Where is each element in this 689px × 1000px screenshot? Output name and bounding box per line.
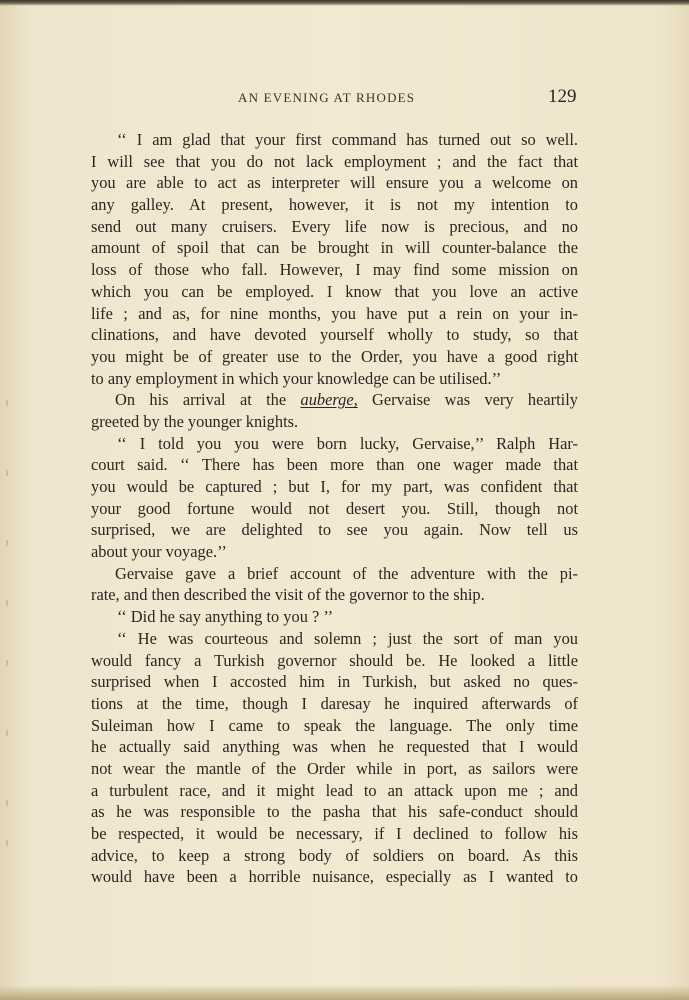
text-line: court said. ‘‘ There has been more than one wager made that	[91, 455, 578, 475]
text-line: would have been a horrible nuisance, especially as I wanted to	[91, 867, 578, 887]
text-line: clinations, and have devoted yourself wholly to study, so that	[91, 325, 578, 345]
italic-word: auberge,	[300, 390, 358, 410]
text-line: he actually said anything was when he requested that I would	[91, 737, 578, 757]
top-edge-shadow	[0, 0, 689, 6]
text-line: ‘‘ I told you you were born lucky, Gervaise,’’ Ralph Har-	[117, 433, 578, 453]
text-line: greeted by the younger knights.	[91, 411, 299, 431]
margin-speck	[6, 540, 8, 546]
text-line: you are able to act as interpreter will ensure you a welcome on	[91, 173, 578, 193]
text-line	[91, 389, 578, 411]
text-fragment: On his arrival at the	[115, 390, 301, 410]
text-line: amount of spoil that can be brought in will counter-balance the	[91, 238, 578, 258]
text-line: not wear the mantle of the Order while in port, as sailors were	[91, 758, 578, 778]
text-line: Suleiman how I came to speak the language. The only time	[91, 715, 578, 735]
text-line: a turbulent race, and it might lead to an attack upon me ; and	[91, 780, 578, 800]
text-line: which you can be employed. I know that you love an active	[91, 281, 578, 301]
text-line: send out many cruisers. Every life now is precious, and no	[91, 216, 578, 236]
margin-speck	[6, 800, 8, 806]
text-line: ‘‘ He was courteous and solemn ; just the sort of man you	[117, 628, 578, 648]
text-line: loss of those who fall. However, I may find some mission on	[91, 260, 578, 280]
text-line: you might be of greater use to the Order, you have a good right	[91, 346, 578, 366]
margin-speck	[6, 730, 8, 736]
text-line: ‘‘ I am glad that your first command has turned out so well.	[117, 130, 578, 149]
text-line: advice, to keep a strong body of soldiers on board. As this	[91, 845, 578, 865]
body-text	[91, 129, 578, 888]
margin-speck	[6, 470, 8, 476]
text-fragment: Gervaise was very heartily	[357, 390, 578, 410]
margin-speck	[6, 840, 8, 846]
text-line: any galley. At present, however, it is not my intention to	[91, 195, 578, 215]
text-line: tions at the time, though I daresay he inquired afterwards of	[91, 693, 578, 713]
text-line: your good fortune would not desert you. Still, though not	[91, 498, 578, 518]
page-number: 129	[548, 86, 577, 107]
text-line: life ; and as, for nine months, you have put a rein on your in-	[91, 303, 578, 323]
text-line: as he was responsible to the pasha that his safe-conduct should	[91, 802, 578, 822]
text-line: be respected, it would be necessary, if I declined to follow his	[91, 824, 578, 843]
text-line: Gervaise gave a brief account of the adventure with the pi-	[115, 563, 578, 583]
text-line: ‘‘ Did he say anything to you ? ’’	[117, 607, 334, 627]
margin-speck	[6, 660, 8, 666]
text-line: you would be captured ; but I, for my part, was confident that	[91, 477, 578, 496]
text-line: would fancy a Turkish governor should be. He looked a little	[91, 650, 578, 670]
text-line: to any employment in which your knowledge can be utilised.’’	[91, 368, 502, 388]
text-line: I will see that you do not lack employment ; and the fact that	[91, 151, 578, 171]
margin-speck	[6, 400, 8, 406]
text-line: about your voyage.’’	[91, 542, 227, 562]
text-line: surprised, we are delighted to see you again. Now tell us	[91, 520, 578, 540]
margin-speck	[6, 600, 8, 606]
running-head: AN EVENING AT RHODES	[238, 90, 416, 105]
text-line: surprised when I accosted him in Turkish, but asked no ques-	[91, 672, 578, 692]
text-line: rate, and then described the visit of the governor to the ship.	[91, 585, 485, 605]
bottom-edge-shadow	[0, 985, 689, 1000]
